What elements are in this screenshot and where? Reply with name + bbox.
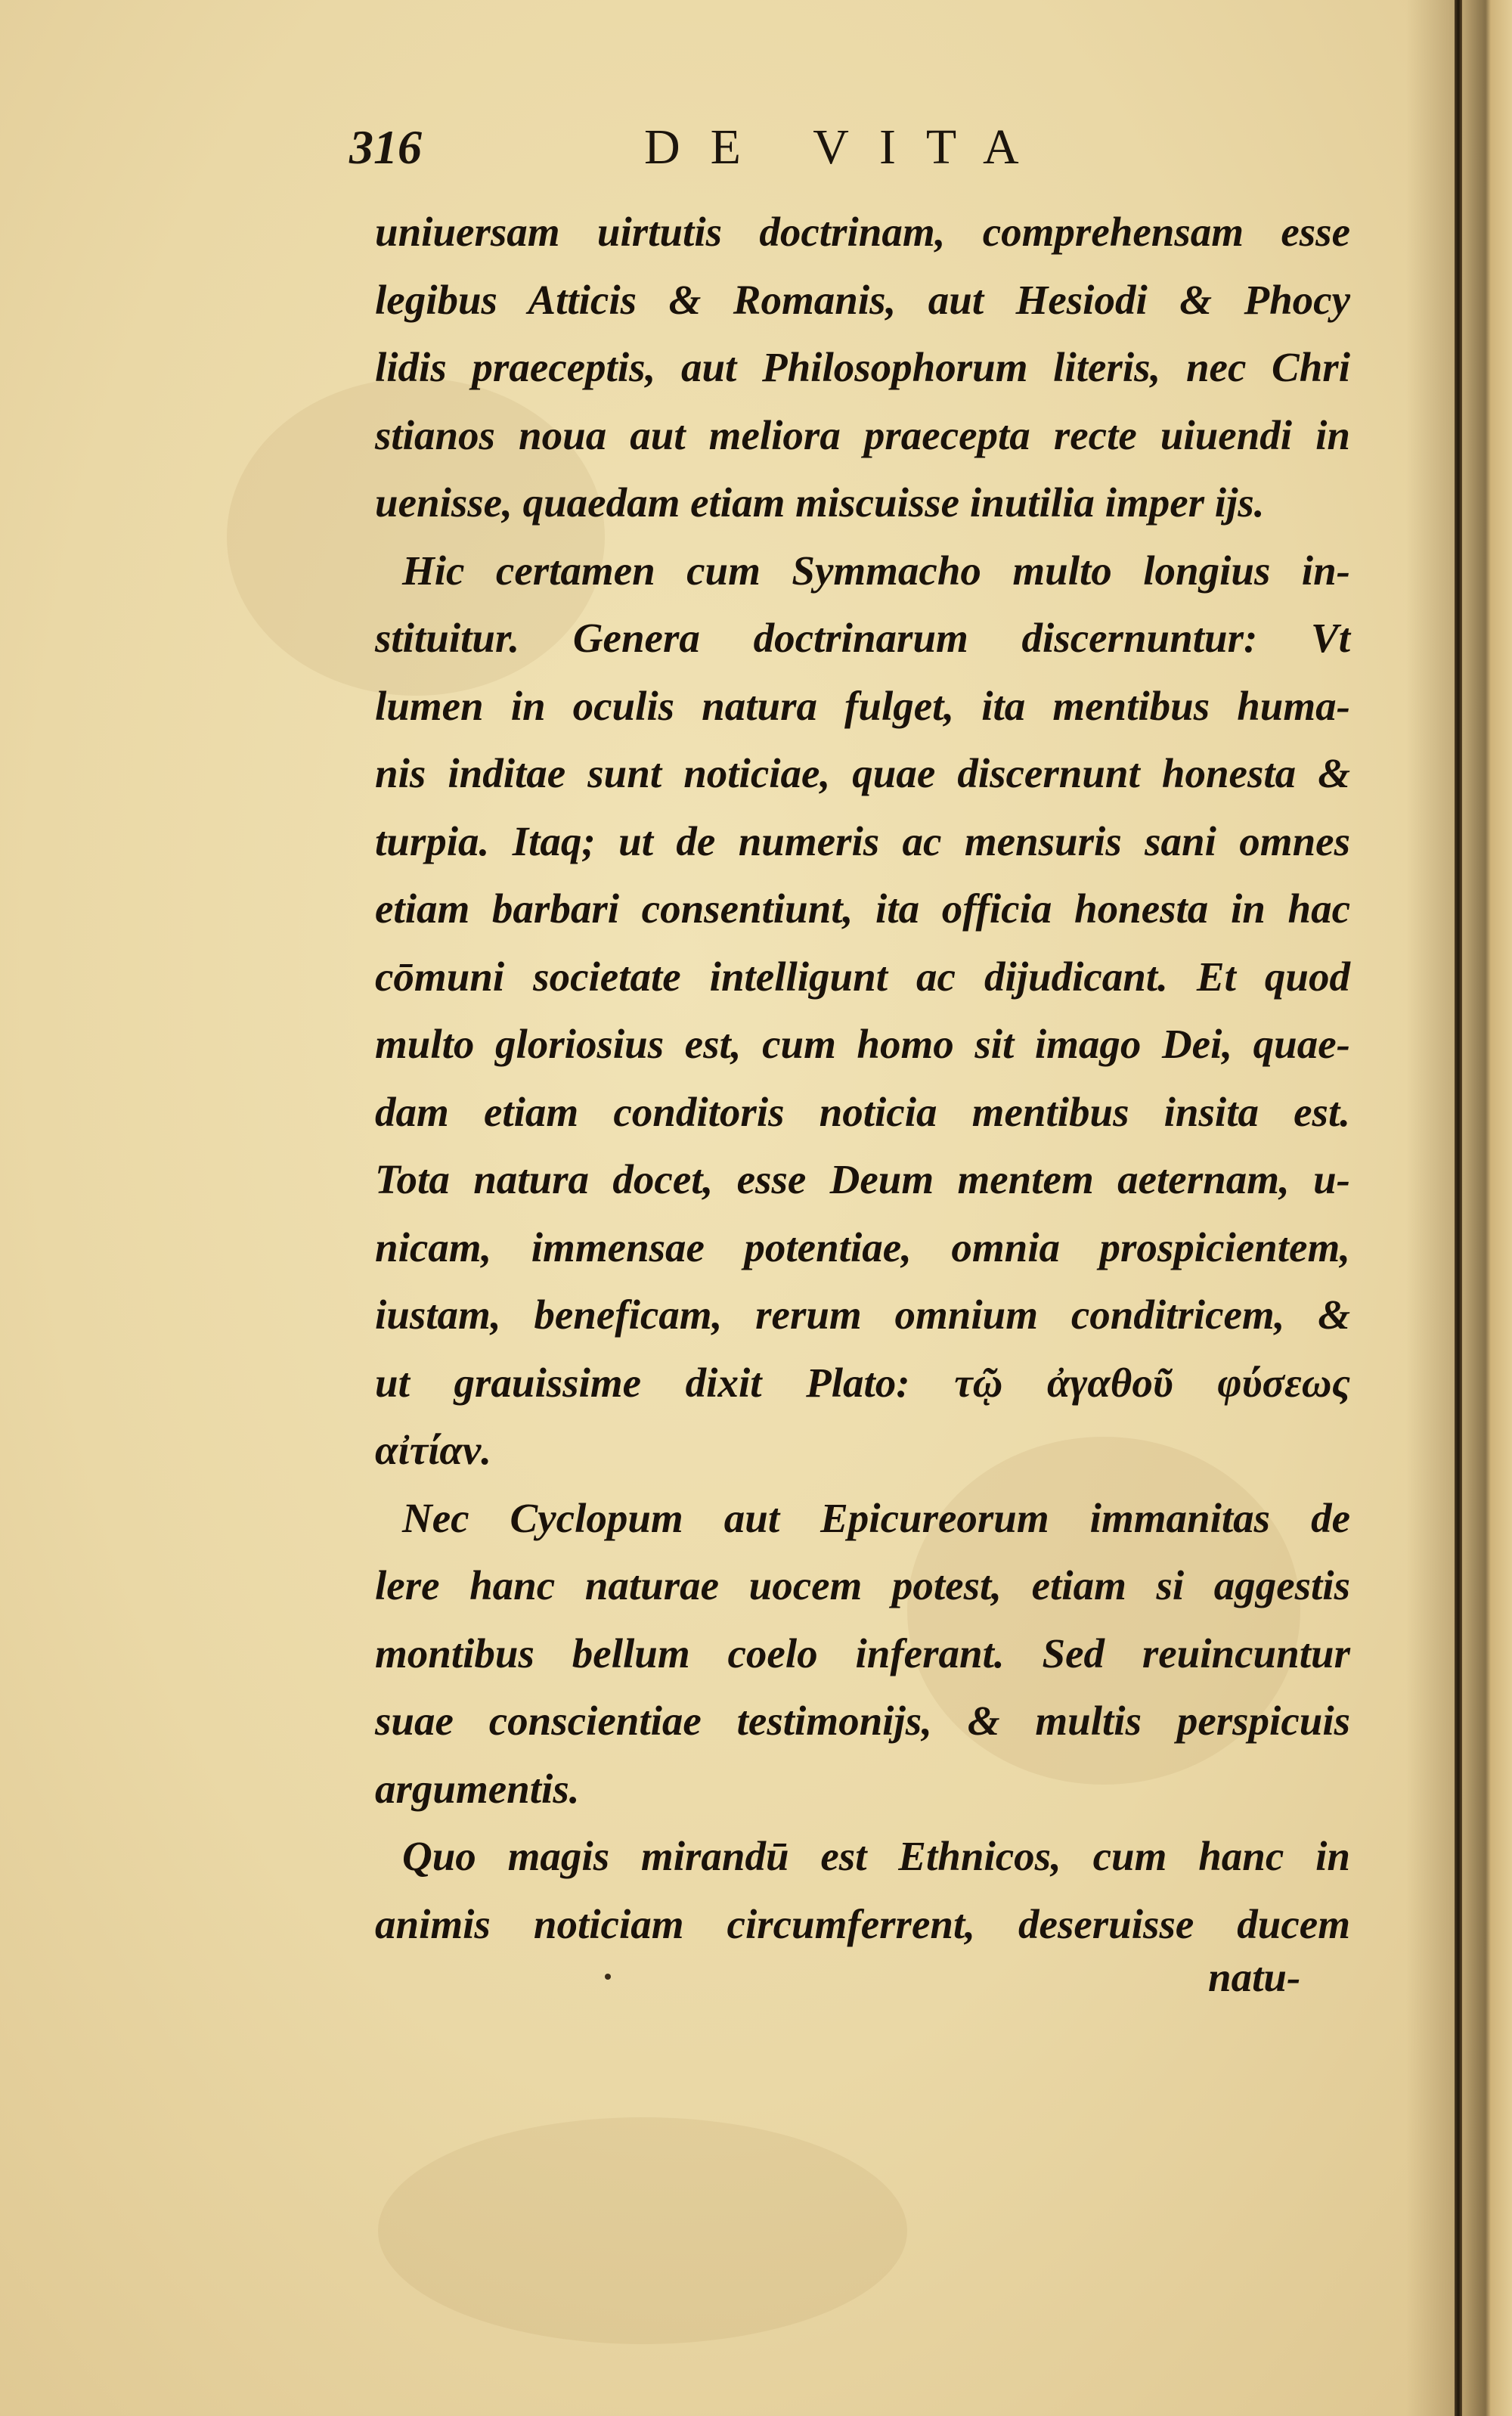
text-line: montibus bellum coelo inferant. Sed reuincuntur	[375, 1630, 1350, 1676]
catchword: natu-	[1208, 1954, 1301, 2000]
text-line: Quo magis mirandū est Ethnicos, cum hanc in	[402, 1833, 1350, 1879]
book-gutter-edge	[1455, 0, 1462, 2416]
text-line: dam etiam conditoris noticia mentibus insita est.	[375, 1088, 1350, 1135]
text-line: cōmuni societate intelligunt ac dijudicant. Et quod	[375, 953, 1350, 1000]
text-line: legibus Atticis & Romanis, aut Hesiodi & Phocy	[375, 276, 1350, 323]
text-line: nis inditae sunt noticiae, quae discernunt honesta &	[375, 750, 1350, 796]
text-line: stituitur. Genera doctrinarum discernuntur: Vt	[375, 615, 1350, 661]
text-line: αἰτίαν.	[375, 1427, 491, 1473]
text-line: uenisse, quaedam etiam miscuisse inutilia imper ijs.	[375, 479, 1265, 526]
text-line: ut grauissime dixit Plato: τῷ ἀγαθοῦ φύσεως	[375, 1359, 1350, 1406]
text-line: stianos noua aut meliora praecepta recte uiuendi in	[375, 411, 1350, 458]
text-line: etiam barbari consentiunt, ita officia honesta in hac	[375, 885, 1350, 932]
running-title: DE VITA	[644, 119, 1049, 175]
text-line: argumentis.	[375, 1765, 580, 1812]
text-line: Tota natura docet, esse Deum mentem aeternam, u-	[375, 1156, 1350, 1202]
page-number: 316	[349, 120, 422, 174]
text-line: nicam, immensae potentiae, omnia prospicientem,	[375, 1224, 1350, 1270]
body-text	[375, 198, 1350, 1958]
text-line: lere hanc naturae uocem potest, etiam si aggestis	[375, 1562, 1350, 1608]
text-line: uniuersam uirtutis doctrinam, comprehensam esse	[375, 209, 1350, 255]
text-line: Nec Cyclopum aut Epicureorum immanitas de	[402, 1494, 1350, 1541]
text-line: animis noticiam circumferrent, deseruisse ducem	[375, 1900, 1350, 1947]
text-line: suae conscientiae testimonijs, & multis perspicuis	[375, 1698, 1350, 1744]
running-head	[349, 113, 1256, 181]
text-line: Hic certamen cum Symmacho multo longius in-	[402, 547, 1350, 594]
text-line: iustam, beneficam, rerum omnium conditricem, &	[375, 1292, 1350, 1338]
paper-stain	[378, 2117, 907, 2344]
text-line: multo gloriosius est, cum homo sit imago Dei, quae-	[375, 1021, 1350, 1067]
ink-speck	[605, 1974, 611, 1980]
text-line: lumen in oculis natura fulget, ita mentibus huma-	[375, 682, 1350, 729]
text-line: turpia. Itaq; ut de numeris ac mensuris sani omnes	[375, 817, 1350, 864]
text-line: lidis praeceptis, aut Philosophorum literis, nec Chri	[375, 344, 1350, 390]
